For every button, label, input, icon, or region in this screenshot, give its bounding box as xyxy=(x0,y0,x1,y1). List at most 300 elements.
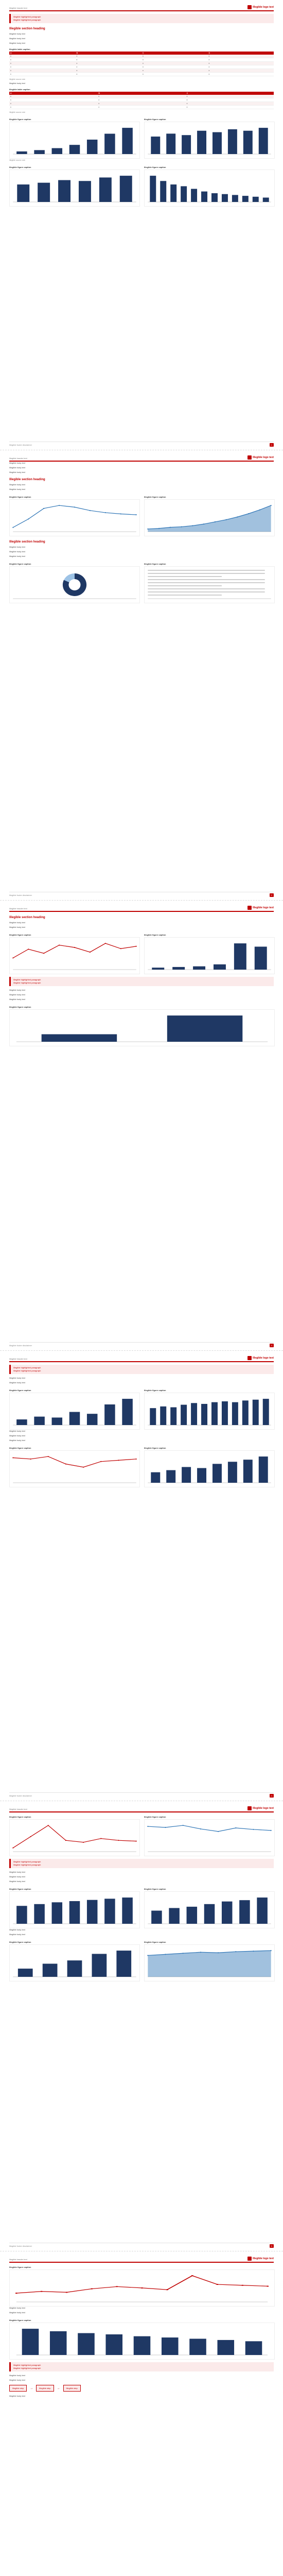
bar xyxy=(134,2336,151,2355)
table-row xyxy=(9,58,274,62)
table-cell: x xyxy=(142,69,208,73)
chart-row xyxy=(9,1003,274,1046)
chart-plot xyxy=(9,122,140,159)
table-cell: x xyxy=(142,55,208,58)
bar xyxy=(69,1412,80,1425)
bar xyxy=(99,177,112,202)
data-point xyxy=(100,1461,101,1462)
bar xyxy=(257,1897,268,1924)
figure-caption: Illegible figure caption xyxy=(9,1941,31,1943)
bar xyxy=(243,131,253,154)
figure-caption: Illegible figure caption xyxy=(9,1389,31,1392)
figure-caption: Illegible figure caption xyxy=(9,934,31,936)
series-line xyxy=(13,943,136,958)
body-paragraph: Illegible body text xyxy=(9,550,25,553)
bar xyxy=(263,1399,269,1425)
bar xyxy=(259,1456,268,1483)
data-point xyxy=(12,957,13,958)
body-paragraph: Illegible body text xyxy=(9,471,25,473)
chart-figure xyxy=(9,1885,139,1928)
data-point xyxy=(28,948,29,950)
data-point xyxy=(30,1836,31,1837)
bar xyxy=(160,1406,166,1425)
logo-mark-icon xyxy=(247,906,252,910)
chart-plot xyxy=(9,1944,140,1981)
page-number: 1 xyxy=(270,443,274,447)
data-point xyxy=(74,947,75,948)
bar xyxy=(34,1904,45,1924)
chart-plot xyxy=(9,170,140,207)
bar xyxy=(214,964,226,970)
data-point xyxy=(271,1830,272,1831)
data-point xyxy=(136,514,137,515)
body-paragraph: Illegible body text xyxy=(9,1439,25,1442)
figure-caption: Illegible figure caption xyxy=(9,563,31,565)
data-point xyxy=(30,1459,31,1460)
section-title: Illegible section heading xyxy=(9,27,45,30)
figure-caption: Illegible figure caption xyxy=(144,1447,166,1449)
data-point xyxy=(105,943,106,944)
figure-caption: Illegible figure caption xyxy=(144,166,166,168)
data-point xyxy=(116,2286,118,2287)
page-header xyxy=(9,453,274,462)
page-footer xyxy=(9,442,274,447)
bar xyxy=(243,1460,253,1483)
figure-caption: Illegible figure caption xyxy=(144,1816,166,1818)
data-point xyxy=(90,952,91,953)
header-left-text: Illegible header text xyxy=(9,907,27,910)
chart-row xyxy=(9,1938,274,1981)
bar xyxy=(217,2340,234,2355)
chart-plot xyxy=(144,122,275,159)
table-row xyxy=(9,65,274,69)
data-point xyxy=(170,527,171,528)
bar xyxy=(253,197,259,202)
body-paragraph: Illegible body text xyxy=(9,926,25,928)
bar xyxy=(166,1470,175,1483)
chart-figure xyxy=(9,1386,139,1430)
bar xyxy=(16,1906,27,1924)
data-point xyxy=(147,529,148,530)
table-cell: x xyxy=(76,73,142,76)
bar xyxy=(259,128,268,154)
bar xyxy=(172,967,185,970)
data-point xyxy=(74,506,75,507)
table-cell: x xyxy=(9,73,76,76)
callout-paragraph: Illegible highlighted paragraph xyxy=(13,2364,41,2366)
chart-row xyxy=(9,163,274,207)
text-line xyxy=(148,591,264,592)
bar xyxy=(211,1402,218,1425)
bar xyxy=(122,1399,133,1425)
chart-plot xyxy=(9,1891,140,1928)
data-point xyxy=(235,1951,236,1952)
data-point xyxy=(120,514,121,515)
data-point xyxy=(165,1954,166,1955)
table-cell: x xyxy=(142,65,208,69)
body-paragraph: Illegible body text xyxy=(9,42,25,44)
table-row xyxy=(9,98,274,102)
chart-plot xyxy=(9,1393,140,1430)
brand-logo xyxy=(247,5,274,9)
chart-plot xyxy=(9,937,140,974)
chart-row xyxy=(9,115,274,159)
bar xyxy=(191,189,197,202)
logo-text: Illegible logo text xyxy=(253,1357,274,1360)
figure-caption: Illegible table caption xyxy=(9,48,30,50)
callout-paragraph: Illegible highlighted paragraph xyxy=(13,978,41,981)
chart-plot xyxy=(9,1009,275,1046)
table-cell: x xyxy=(9,65,76,69)
data-point xyxy=(48,1825,49,1826)
bar xyxy=(169,1908,180,1924)
chart-figure xyxy=(9,493,139,536)
bar xyxy=(181,186,187,202)
brand-logo xyxy=(247,1356,274,1360)
chart-figure xyxy=(144,163,274,207)
bar xyxy=(16,151,27,154)
bar xyxy=(52,1902,63,1924)
table-cell: x xyxy=(9,58,76,62)
report-page xyxy=(0,1351,283,1801)
chart-row xyxy=(9,1444,274,1487)
table-header-cell: A xyxy=(9,52,76,55)
table-header-cell: A xyxy=(9,92,97,95)
data-point xyxy=(235,1827,236,1828)
data-point xyxy=(271,505,272,506)
chart-figure xyxy=(9,560,139,603)
body-paragraph: Illegible body text xyxy=(9,462,25,464)
body-paragraph: Illegible body text xyxy=(9,993,25,996)
data-point xyxy=(136,1841,137,1842)
data-point xyxy=(12,527,13,528)
data-point xyxy=(226,519,227,520)
bar xyxy=(116,1951,131,1977)
text-line xyxy=(148,595,222,596)
header-left-text: Illegible header text xyxy=(9,457,27,460)
data-point xyxy=(216,2284,218,2285)
callout-paragraph: Illegible highlighted paragraph xyxy=(13,1369,41,1372)
bar xyxy=(87,140,98,154)
logo-mark-icon xyxy=(247,1356,252,1360)
data-point xyxy=(48,1456,49,1457)
table-cell: x xyxy=(76,62,142,65)
chart-figure xyxy=(9,1444,139,1487)
chart-row xyxy=(9,493,274,536)
table-cell: x xyxy=(208,58,274,62)
table-cell: x xyxy=(186,102,274,106)
report-page xyxy=(0,1801,283,2251)
data-point xyxy=(90,510,91,511)
table-header-cell: B xyxy=(76,52,142,55)
brand-logo xyxy=(247,906,274,910)
figure-caption: Illegible figure caption xyxy=(9,496,31,498)
body-paragraph: Illegible body text xyxy=(9,546,25,548)
data-point xyxy=(218,1831,219,1832)
body-paragraph: Illegible body text xyxy=(9,921,25,924)
bar xyxy=(213,1464,222,1483)
chart-figure xyxy=(9,2316,274,2360)
chart-plot xyxy=(9,2323,275,2360)
callout-paragraph: Illegible highlighted paragraph xyxy=(13,1863,41,1866)
source-note: Illegible source note xyxy=(9,111,26,113)
bar xyxy=(263,198,269,202)
arrow-right-icon: → xyxy=(30,2386,33,2390)
table-cell: x xyxy=(9,95,97,98)
data-point xyxy=(12,1458,13,1459)
flow-step: Illegible step xyxy=(9,2385,27,2392)
header-left-text: Illegible header text xyxy=(9,7,27,9)
bar xyxy=(242,1400,249,1425)
table-row xyxy=(9,62,274,65)
bar xyxy=(34,1417,45,1425)
bar xyxy=(191,1403,197,1425)
data-point xyxy=(91,2289,93,2290)
data-point xyxy=(200,1952,201,1953)
table-cell: x xyxy=(76,58,142,62)
report-page xyxy=(0,450,283,901)
callout-paragraph: Illegible highlighted paragraph xyxy=(13,15,41,18)
data-point xyxy=(147,1826,148,1827)
data-point xyxy=(166,2289,168,2290)
bar xyxy=(187,1907,198,1924)
body-paragraph: Illegible body text xyxy=(9,998,25,1001)
text-line xyxy=(148,573,264,574)
page-number: 5 xyxy=(270,2244,274,2248)
data-point xyxy=(28,518,29,519)
callout-paragraph: Illegible highlighted paragraph xyxy=(13,2367,41,2369)
chart-figure xyxy=(144,1812,274,1856)
body-paragraph: Illegible body text xyxy=(9,555,25,557)
table-header-cell: C xyxy=(142,52,208,55)
chart-figure xyxy=(144,1885,274,1928)
body-paragraph: Illegible body text xyxy=(9,2379,25,2381)
data-point xyxy=(271,1950,272,1951)
bar xyxy=(245,2341,262,2355)
bar xyxy=(197,1468,206,1483)
table-header-cell: C xyxy=(186,92,274,95)
bar xyxy=(255,946,267,970)
chart-row xyxy=(9,560,274,603)
body-paragraph: Illegible body text xyxy=(9,1880,25,1883)
figure-caption: Illegible figure caption xyxy=(9,1816,31,1818)
data-point xyxy=(183,1953,184,1954)
table-cell: x xyxy=(97,106,185,109)
table-cell: x xyxy=(208,69,274,73)
section-title: Illegible section heading xyxy=(9,916,45,919)
bar xyxy=(151,137,160,154)
bar xyxy=(52,1417,63,1425)
bar xyxy=(16,1419,27,1425)
bar xyxy=(87,1900,98,1924)
body-paragraph: Illegible body text xyxy=(9,483,25,486)
body-paragraph: Illegible body text xyxy=(9,1430,25,1432)
table-row xyxy=(9,102,274,106)
footer-disclaimer: Illegible footer disclaimer xyxy=(9,2245,32,2247)
text-line xyxy=(148,585,222,586)
table-cell: x xyxy=(142,73,208,76)
chart-figure xyxy=(144,115,274,159)
data-point xyxy=(253,1951,254,1952)
data-point xyxy=(200,1828,201,1829)
data-point xyxy=(12,1848,13,1849)
data-point xyxy=(259,510,260,511)
chart-figure xyxy=(144,1444,274,1487)
table-cell: x xyxy=(9,69,76,73)
figure-caption: Illegible figure caption xyxy=(9,1447,31,1449)
footer-disclaimer: Illegible footer disclaimer xyxy=(9,1344,32,1347)
table-cell: x xyxy=(142,62,208,65)
data-table xyxy=(9,92,274,109)
bar xyxy=(228,129,237,154)
data-point xyxy=(83,1467,84,1468)
data-point xyxy=(118,1460,119,1461)
chart-row xyxy=(9,1812,274,1856)
body-paragraph: Illegible body text xyxy=(9,488,25,490)
page-number: 3 xyxy=(270,1344,274,1347)
page-number: 2 xyxy=(270,893,274,897)
text-line xyxy=(148,576,222,577)
bar xyxy=(189,2338,206,2355)
bar xyxy=(170,1408,176,1425)
chart-plot xyxy=(144,566,275,603)
table-cell: x xyxy=(208,62,274,65)
chart-row xyxy=(9,930,274,974)
data-point xyxy=(136,946,137,947)
report-page xyxy=(0,901,283,1351)
page-header xyxy=(9,2255,274,2263)
data-point xyxy=(218,1952,219,1953)
table-cell: x xyxy=(208,55,274,58)
bar xyxy=(78,2333,95,2355)
chart-figure xyxy=(144,1938,274,1981)
chart-plot xyxy=(9,499,140,536)
body-paragraph: Illegible body text xyxy=(9,2311,25,2314)
bar xyxy=(197,131,206,154)
chart-row xyxy=(9,1386,274,1430)
figure-caption: Illegible figure caption xyxy=(9,118,31,121)
chart-plot xyxy=(144,1450,275,1487)
bar xyxy=(150,176,156,202)
bar xyxy=(79,181,91,202)
body-paragraph: Illegible body text xyxy=(9,466,25,469)
page-footer xyxy=(9,1792,274,1798)
data-point xyxy=(141,2287,143,2289)
table-cell: x xyxy=(208,73,274,76)
data-point xyxy=(65,1464,66,1465)
table-cell: x xyxy=(9,106,97,109)
chart-row xyxy=(9,2316,274,2360)
highlight-callout xyxy=(9,2362,274,2371)
figure-caption: Illegible figure caption xyxy=(9,1006,31,1008)
table-cell: x xyxy=(97,95,185,98)
footer-disclaimer: Illegible footer disclaimer xyxy=(9,894,32,896)
chart-figure xyxy=(9,1003,274,1046)
table-cell: x xyxy=(186,98,274,102)
figure-caption: Illegible figure caption xyxy=(144,563,166,565)
data-point xyxy=(191,2275,193,2276)
chart-figure xyxy=(144,1386,274,1430)
table-cell: x xyxy=(9,55,76,58)
chart-plot xyxy=(144,1819,275,1856)
chart-plot xyxy=(144,937,275,974)
header-left-text: Illegible header text xyxy=(9,1808,27,1810)
bar xyxy=(152,968,164,970)
figure-caption: Illegible figure caption xyxy=(144,1389,166,1392)
highlight-callout xyxy=(9,14,274,23)
data-point xyxy=(165,1827,166,1828)
figure-caption: Illegible figure caption xyxy=(9,166,31,168)
bar xyxy=(104,134,115,154)
callout-paragraph: Illegible highlighted paragraph xyxy=(13,1366,41,1369)
callout-paragraph: Illegible highlighted paragraph xyxy=(13,1860,41,1863)
bar xyxy=(52,148,63,154)
figure-caption: Illegible figure caption xyxy=(9,2319,31,2321)
page-header xyxy=(9,1354,274,1362)
chart-figure xyxy=(9,163,139,207)
bar xyxy=(234,943,246,970)
table-cell: x xyxy=(186,106,274,109)
table-row xyxy=(9,69,274,73)
table-cell: x xyxy=(97,102,185,106)
logo-mark-icon xyxy=(247,2257,252,2261)
logo-text: Illegible logo text xyxy=(253,6,274,9)
body-paragraph: Illegible body text xyxy=(9,1928,25,1931)
body-paragraph: Illegible body text xyxy=(9,2374,25,2377)
text-line xyxy=(148,582,264,583)
bar xyxy=(18,1969,33,1977)
bar xyxy=(105,2334,122,2355)
chart-plot xyxy=(9,1819,140,1856)
chart-plot xyxy=(144,1944,275,1981)
bar xyxy=(38,183,50,202)
page-footer xyxy=(9,892,274,897)
data-point xyxy=(41,2291,43,2292)
bar xyxy=(201,192,207,202)
source-note: Illegible source note xyxy=(9,159,26,161)
series-line xyxy=(13,1825,136,1848)
table-cell: x xyxy=(208,65,274,69)
bar xyxy=(170,184,176,202)
bar xyxy=(228,1462,237,1483)
bar xyxy=(232,195,238,202)
bar xyxy=(213,132,222,154)
data-point xyxy=(43,953,44,954)
data-point xyxy=(65,2292,67,2293)
figure-caption: Illegible figure caption xyxy=(144,118,166,121)
bar xyxy=(120,176,132,202)
bar xyxy=(43,1964,58,1977)
data-point xyxy=(158,528,160,529)
highlight-callout xyxy=(9,1859,274,1868)
bar xyxy=(69,145,80,154)
table-row xyxy=(9,106,274,109)
body-paragraph: Illegible body text xyxy=(9,2395,25,2397)
chart-plot xyxy=(144,499,275,536)
data-point xyxy=(105,512,106,513)
footer-disclaimer: Illegible footer disclaimer xyxy=(9,444,32,446)
bar xyxy=(92,1954,107,1977)
figure-caption: Illegible figure caption xyxy=(9,1888,31,1890)
series-line xyxy=(13,1456,136,1467)
data-point xyxy=(203,523,204,524)
data-table xyxy=(9,52,274,76)
bar xyxy=(181,1405,187,1425)
body-paragraph: Illegible body text xyxy=(9,37,25,40)
table-cell: x xyxy=(186,95,274,98)
page-header xyxy=(9,904,274,912)
data-point xyxy=(59,944,60,945)
